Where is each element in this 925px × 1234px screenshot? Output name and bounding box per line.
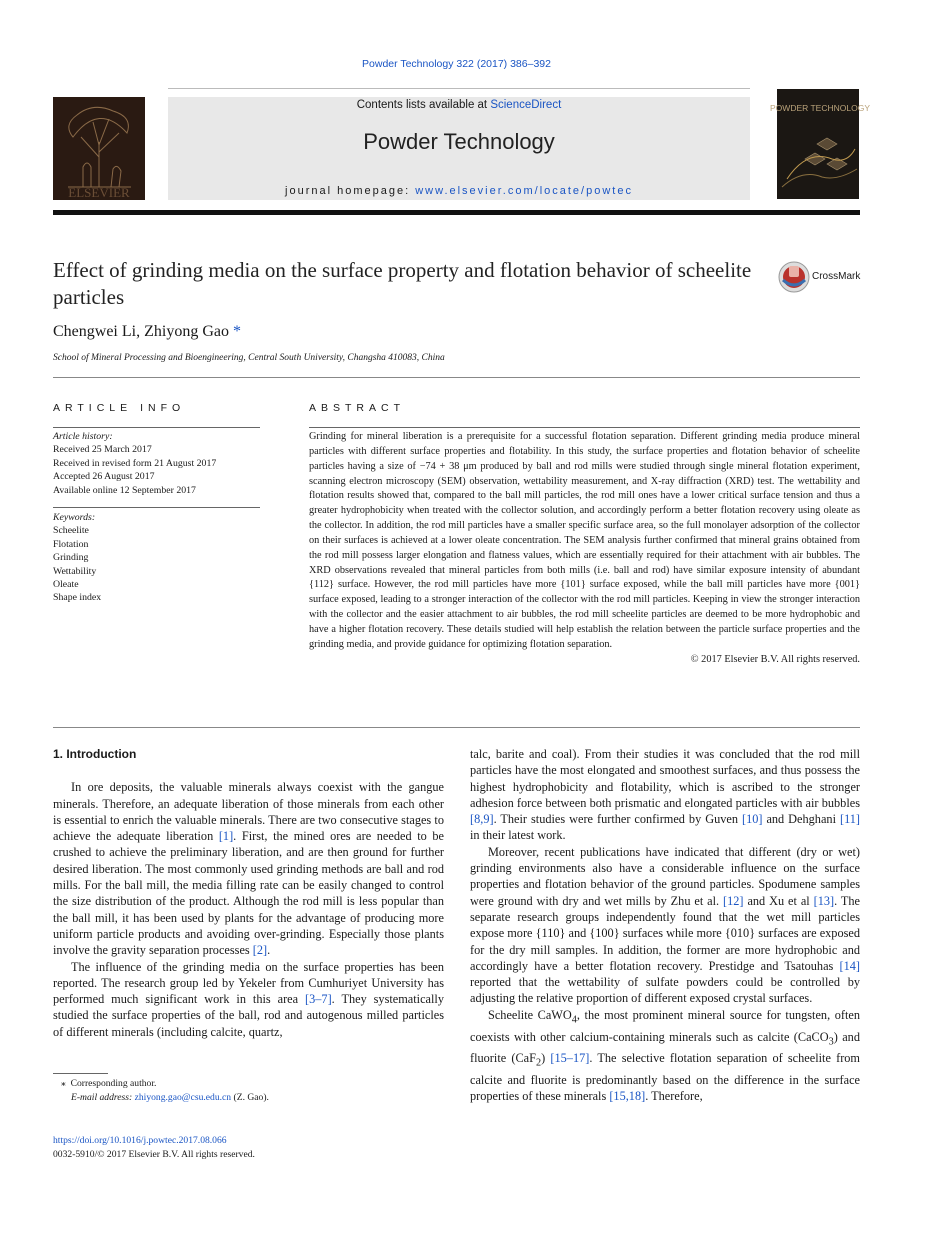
email-line: E-mail address: zhiyong.gao@csu.edu.cn (Z. Gao). — [71, 1091, 269, 1103]
citation-link[interactable]: [12] — [723, 893, 744, 908]
keywords — [53, 511, 260, 605]
issn-line: 0032-5910/© 2017 Elsevier B.V. All rights reserved. — [53, 1148, 255, 1160]
abstract-text: Grinding for mineral liberation is a prerequisite for a successful flotation separation. Different grinding media produce mineral particles with different surface properties and flotability. In this study, the surface properties and flotation behavior of scheelite particles having a size of −74 + 38 μm produced by ball and rod mills were studied through single mineral flotation experiment, scanning electron microscopy (SEM) observation, wettability measurement, and X-ray diffraction (XRD) test. The wettability and flotation results showed that, compared to the ball mill particles, the rod mill ones have a lower critical surface tension and thus a greater hydrophobicity when treated with the collector solution, and accordingly perform a better flotation recovery using oleate as the collector. In addition, the rod mill particles have a smaller specific surface area, so the full monolayer adsorption of the collector on their surfaces is achieved at a lower oleate concentration. The SEM analysis further confirmed that mineral grains obtained from the rod mill possess larger elongation and flatness values, which are essentially required for their attachment with air bubbles. The XRD observations revealed that mineral particles from both mills (i.e. ball and rod) have similar exposure intensity of abundant {112} surface. However, the rod mill particles have more {101} surface exposed, while the ball mill particles have more {001} surface exposed, leading to a stronger interaction of the collector with the rod mill particles. Keeping in view the stronger interaction with the collector and the easier attachment to air bubbles, the rod mill scheelite particles are deemed to be more hydrophobic and have a higher flotation recovery. These details studied will help establish the relation between the particle surface properties and the grinding media, and provide guidance for optimizing flotation separation. — [309, 431, 860, 650]
history-received: Received 25 March 2017 — [53, 444, 152, 456]
author-list — [53, 323, 241, 341]
article-title: Effect of grinding media on the surface property and flotation behavior of scheelite particles — [53, 258, 752, 309]
paragraph: Moreover, recent publications have indicated that different (dry or wet) grinding environments also have a considerable influence on the surface properties and flotation behavior of the ground particles. Spodumene samples were ground with dry and wet mills by Zhu et al. [12] and Xu et al [13]. The separate research groups independently found that the wet mill particles expose more {110} and {100} surfaces while more {010} surfaces are exposed for the dry mill samples. In addition, the former are more hydrophobic and accordingly have a better flotation recovery. Prestidge and Tsatouhas [14] reported that the wettability of sulfate powders could be controlled by adjusting the relative proportion of different exposed crystal surfaces. — [470, 844, 861, 1006]
citation-link[interactable]: [14] — [839, 958, 860, 973]
svg-text:POWDER TECHNOLOGY: POWDER TECHNOLOGY — [770, 103, 870, 113]
abstract-copyright: © 2017 Elsevier B.V. All rights reserved. — [690, 653, 860, 665]
journal-title: Powder Technology — [363, 129, 555, 154]
citation-link[interactable]: [15–17] — [550, 1051, 590, 1066]
journal-homepage — [168, 185, 750, 197]
citation-link[interactable]: [1] — [218, 829, 234, 844]
journal-cover-image — [770, 89, 870, 199]
abstract-heading: ABSTRACT — [309, 402, 406, 414]
paragraph: The influence of the grinding media on the surface properties has been reported. The research group led by Yekeler from Cumhuriyet University has performed much significant work in this area [3–7]. They systematically studied the surface properties of the ball, rod and autogenous milled particles of different minerals (including calcite, quartz, — [53, 959, 444, 1039]
email-link[interactable]: zhiyong.gao@csu.edu.cn — [134, 1091, 232, 1103]
doi-block — [53, 1134, 443, 1161]
keywords-rule — [53, 507, 260, 508]
corresponding-author-mark[interactable]: * — [232, 323, 241, 340]
keyword: Oleate — [53, 579, 79, 591]
citation-link[interactable]: [10] — [741, 812, 763, 827]
footnote-rule — [53, 1073, 108, 1074]
header-divider — [53, 210, 860, 215]
keyword: Scheelite — [53, 525, 89, 537]
body-left-column — [53, 746, 444, 1040]
citation-link[interactable]: [13] — [813, 893, 835, 908]
sciencedirect-link[interactable]: ScienceDirect — [490, 99, 562, 111]
keyword: Shape index — [53, 592, 102, 604]
header-rule — [168, 88, 750, 89]
crossmark-icon — [777, 260, 811, 294]
keywords-label: Keywords: — [53, 512, 96, 523]
elsevier-tree-logo — [53, 97, 145, 200]
article-info-heading: ARTICLE INFO — [53, 402, 186, 414]
abstract-rule — [309, 427, 860, 428]
homepage-prefix: journal homepage: — [285, 185, 416, 197]
history-online: Available online 12 September 2017 — [53, 484, 196, 496]
title-rule — [53, 377, 860, 378]
svg-text:ELSEVIER: ELSEVIER — [68, 185, 130, 200]
homepage-link[interactable]: www.elsevier.com/locate/powtec — [415, 185, 633, 197]
history-accepted: Accepted 26 August 2017 — [53, 471, 155, 483]
keyword: Wettability — [53, 565, 97, 577]
body-right-column — [470, 746, 860, 1105]
citation-link[interactable]: [15,18] — [609, 1089, 646, 1104]
keyword: Flotation — [53, 538, 89, 550]
section-heading: 1. Introduction — [53, 747, 137, 761]
abstract-body — [309, 430, 860, 668]
journal-reference[interactable]: Powder Technology 322 (2017) 386–392 — [362, 58, 551, 70]
abstract-end-rule — [53, 727, 860, 728]
history-revised: Received in revised form 21 August 2017 — [53, 457, 217, 469]
contents-line — [168, 99, 750, 111]
citation-link[interactable]: [11] — [839, 812, 860, 827]
paragraph: In ore deposits, the valuable minerals always coexist with the gangue minerals. Therefore, an adequate liberation of those minerals from each other is essential to enrich the valuable minerals. There are two consecutive stages to achieve the adequate liberation [1]. First, the mined ores are needed to be crushed to achieve the preliminary liberation, and are then ground for further desired liberation. The most commonly used grinding methods are ball and rod mills. For the ball mill, the media filling rate can be easily changed to control the size distribution of the product. Although the rod mill is less popular than the ball mill, it has been used by plants for the advantage of producing more uniform particle products and avoiding over-grinding. Especially those plants involve the gravity separation processes [2]. — [53, 780, 444, 958]
doi-link[interactable]: https://doi.org/10.1016/j.powtec.2017.08.066 — [53, 1135, 227, 1146]
history-label: Article history: — [53, 431, 113, 442]
article-history — [53, 430, 260, 497]
paragraph: Scheelite CaWO$_4$, the most prominent mineral source for tungsten, often coexists with other calcium-containing minerals such as calcite (CaCO$_3$) and fluorite (CaF$_2$) [15–17]. The selective flotation separation of scheelite from calcite and fluorite is predominantly based on the difference in the surface properties of these minerals [15,18]. Therefore, — [470, 1007, 860, 1104]
article-info-rule — [53, 427, 260, 428]
citation-link[interactable]: [2] — [252, 943, 268, 958]
authors: Chengwei Li, Zhiyong Gao — [53, 323, 229, 340]
crossmark-badge[interactable] — [777, 260, 863, 294]
citation-link[interactable]: [8,9] — [470, 812, 494, 827]
contents-prefix: Contents lists available at — [356, 99, 491, 111]
footnote — [53, 1077, 443, 1104]
keyword: Grinding — [53, 552, 89, 564]
crossmark-label: CrossMark — [812, 271, 861, 282]
corresponding-author-note: ⁎ Corresponding author. — [61, 1078, 157, 1089]
affiliation: School of Mineral Processing and Bioengineering, Central South University, Changsha 410083, China — [53, 353, 445, 363]
paragraph: talc, barite and coal). From their studies it was concluded that the rod mill particles have the most elongated and smoothest surfaces, and thus possess the highest hydrophobicity and flotability, which is ascribed to the stronger adhesion force between both prismatic and elongated particles with air bubbles [8,9]. Their studies were further confirmed by Guven [10] and Dehghani [11] in their latest work. — [470, 747, 860, 843]
citation-link[interactable]: [3–7] — [305, 992, 332, 1007]
